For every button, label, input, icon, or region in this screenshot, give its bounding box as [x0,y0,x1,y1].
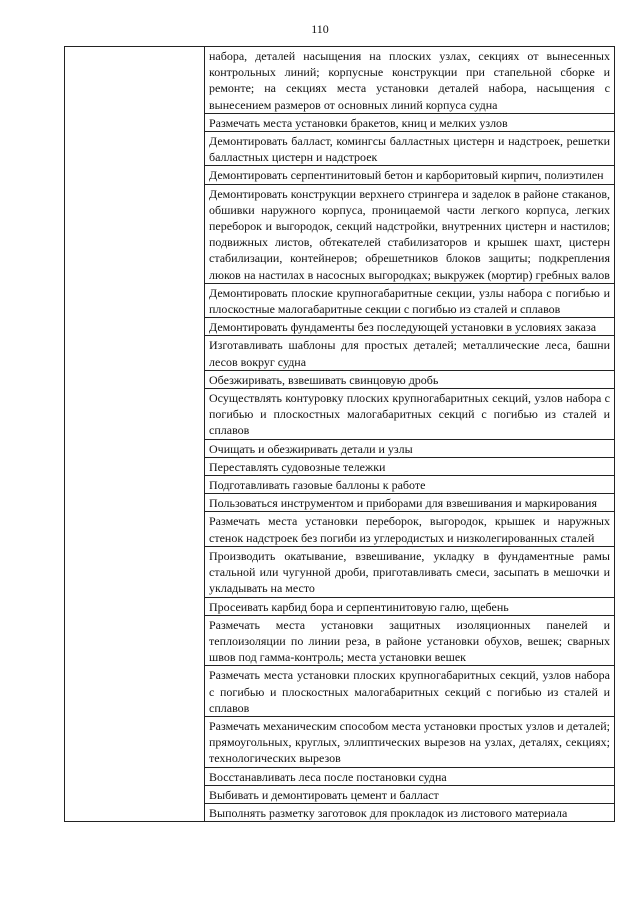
row-text: Размечать места установки защитных изоляционных панелей и теплоизоляции по линии реза, в районе установки обухов, вешек; сварных швов под гамма-контроль; места установки вешек [205,615,615,666]
row-text: Демонтировать серпентинитовый бетон и карборитовый кирпич, полиэтилен [205,166,615,184]
row-text: Осуществлять контуровку плоских крупногабаритных секций, узлов набора с погибью и плоскостных малогабаритных секций с погибью из сталей и сплавов [205,389,615,440]
row-text: Обезжиривать, взвешивать свинцовую дробь [205,370,615,388]
row-text: Размечать места установки бракетов, книц и мелких узлов [205,113,615,131]
row-text: Выполнять разметку заготовок для прокладок из листового материала [205,803,615,821]
row-text: Изготавливать шаблоны для простых деталей; металлические леса, башни лесов вокруг судна [205,336,615,370]
row-text: Демонтировать балласт, комингсы балластных цистерн и надстроек, решетки балластных цистерн и надстроек [205,132,615,166]
empty-left-cell [65,47,205,822]
row-text: Подготавливать газовые баллоны к работе [205,476,615,494]
row-text: Демонтировать плоские крупногабаритные секции, узлы набора с погибью и плоскостные малогабаритные секции с погибью из сталей и сплавов [205,283,615,317]
row-text: Размечать места установки переборок, выгородок, крышек и наружных стенок надстроек без погиби из углеродистых и низколегированных сталей [205,512,615,546]
row-text: Пользоваться инструментом и приборами для взвешивания и маркирования [205,494,615,512]
row-text: Демонтировать фундаменты без последующей установки в условиях заказа [205,318,615,336]
row-text: Размечать механическим способом места установки простых узлов и деталей; прямоугольных, круглых, эллиптических вырезов на узлах, деталях, секциях; технологических вырезов [205,716,615,767]
row-text: Очищать и обезжиривать детали и узлы [205,439,615,457]
row-text: Переставлять судовозные тележки [205,457,615,475]
row-text: Выбивать и демонтировать цемент и балласт [205,785,615,803]
duties-table [64,46,615,822]
row-text: Восстанавливать леса после постановки судна [205,767,615,785]
row-text: набора, деталей насыщения на плоских узлах, секциях от вынесенных контрольных линий; корпусные конструкции при стапельной сборке и ремонте; на секциях места установки деталей набора, насыщения с вынесением размеров от основных линий корпуса судна [205,47,615,114]
table-row [65,47,615,114]
page-number: 110 [311,22,329,36]
row-text: Размечать места установки плоских крупногабаритных секций, узлов набора с погибью и плоскостных малогабаритных секций с погибью из сталей и сплавов [205,666,615,717]
row-text: Демонтировать конструкции верхнего стрингера и заделок в районе стаканов, обшивки наружного корпуса, проницаемой части легкого корпуса, легких переборок и выгородок, секций надстройки, внутренних цистерн и настилов; подвижных листов, обтекателей стабилизаторов и крышек шахт, цистерн стабилизации, контейнеров; обрешетников блоков защиты; подкрепления люков на настилах в насосных выгородках; выкружек (мортир) гребных валов [205,184,615,283]
row-text: Производить окатывание, взвешивание, укладку в фундаментные рамы стальной или чугунной дроби, приготавливать смеси, засыпать в мешочки и укладывать на место [205,546,615,597]
row-text: Просеивать карбид бора и серпентинитовую галю, щебень [205,597,615,615]
